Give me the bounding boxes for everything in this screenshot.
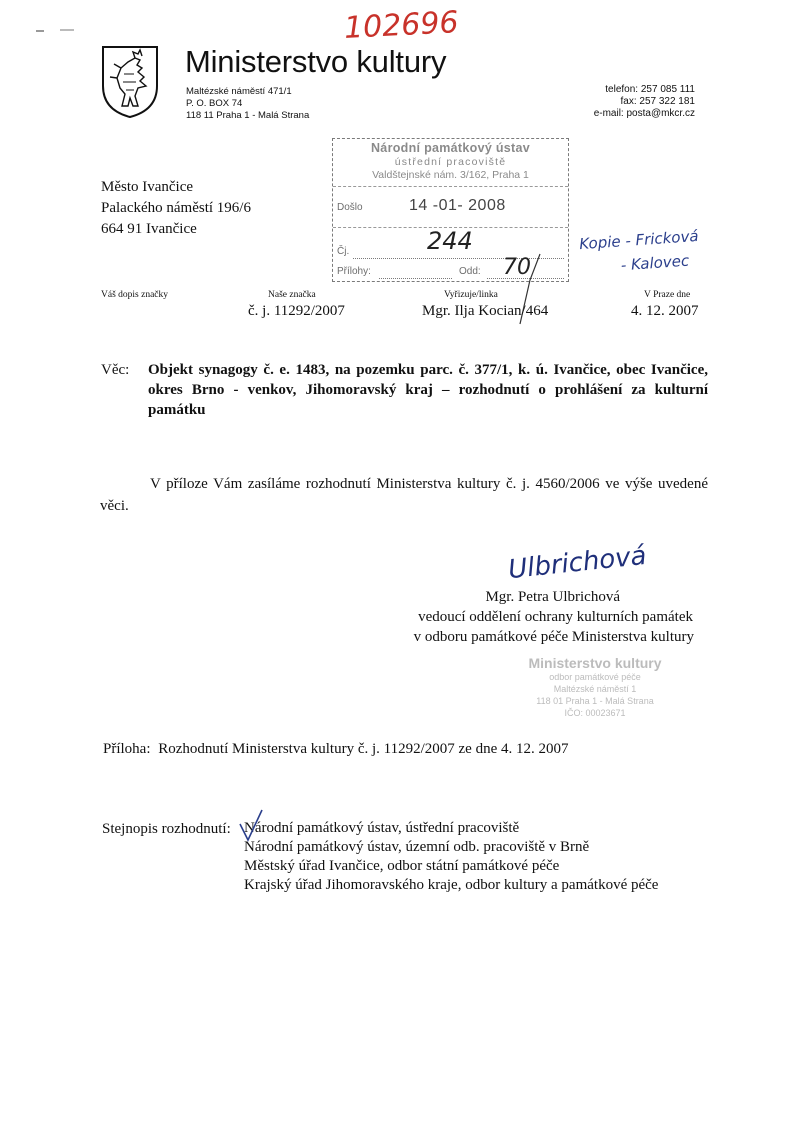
- ministry-name: Ministerstvo kultury: [185, 44, 447, 79]
- recipient-line: Palackého náměstí 196/6: [101, 200, 251, 216]
- recipient-line: Město Ivančice: [101, 179, 194, 195]
- margin-note-line: Kopie - Fricková: [578, 226, 700, 254]
- stamp-ref-label: Čj.: [337, 246, 350, 257]
- stamp-department-label: Odd:: [459, 266, 481, 277]
- subject-text: Objekt synagogy č. e. 1483, na pozemku parc. č. 377/1, k. ú. Ivančice, obec Ivančice, okres Brno - venkov, Jihomoravský kraj – rozhodnutí o prohlášení za kulturní památku: [148, 362, 708, 418]
- official-stamp-line: Ministerstvo kultury: [528, 655, 662, 671]
- official-stamp-line: odbor památkové péče: [549, 672, 641, 682]
- margin-note-line: - Kalovec: [620, 251, 690, 275]
- stamp-attachments-label: Přílohy:: [337, 266, 371, 277]
- phone: telefon: 257 085 111: [605, 84, 695, 95]
- check-mark-icon: [236, 806, 266, 846]
- scan-speck: [36, 30, 44, 32]
- date-label: V Praze dne: [644, 290, 691, 300]
- address-line: 118 11 Praha 1 - Malá Strana: [186, 110, 310, 121]
- address-line: Maltézské náměstí 471/1: [186, 86, 292, 97]
- stamp-received-label: Došlo: [337, 202, 363, 213]
- body-text: V příloze Vám zasíláme rozhodnutí Ministerstva kultury č. j. 4560/2006 ve výše uvedené věci.: [100, 476, 708, 514]
- date-value: 4. 12. 2007: [631, 303, 699, 319]
- coat-of-arms-icon: [100, 44, 160, 120]
- handwritten-number: 102696: [343, 5, 460, 46]
- stamp-department-handwritten: 70: [503, 255, 531, 280]
- signatory-title: vedoucí oddělení ochrany kulturních památek: [418, 609, 693, 625]
- recipient-line: 664 91 Ivančice: [101, 221, 197, 237]
- stamp-ref-handwritten: 244: [427, 227, 473, 255]
- attachment-label: Příloha:: [103, 741, 151, 757]
- recipient-address: [101, 177, 251, 240]
- copy-item: Národní památkový ústav, územní odb. pracoviště v Brně: [244, 839, 590, 855]
- attachment-line: [103, 741, 568, 758]
- ministry-address: [186, 86, 309, 122]
- signatory-name: Mgr. Petra Ulbrichová: [485, 589, 620, 605]
- our-ref-label: Naše značka: [268, 290, 316, 300]
- copy-item: Krajský úřad Jihomoravského kraje, odbor kultury a památkové péče: [244, 877, 659, 893]
- stamp-title: Národní památkový ústav: [370, 141, 531, 155]
- official-stamp-line: 118 01 Praha 1 - Malá Strana: [536, 696, 654, 706]
- copies-label: Stejnopis rozhodnutí:: [102, 821, 231, 837]
- ministry-contact: [594, 84, 695, 120]
- stamp-address: Valdštejnské nám. 3/162, Praha 1: [372, 169, 529, 181]
- subject-label: Věc:: [101, 362, 130, 378]
- email: e-mail: posta@mkcr.cz: [593, 108, 695, 119]
- attachment-text: Rozhodnutí Ministerstva kultury č. j. 11292/2007 ze dne 4. 12. 2007: [158, 741, 569, 757]
- signature-block: [296, 587, 696, 647]
- handwritten-signature: Ulbrichová: [506, 540, 648, 586]
- handled-by-value: Mgr. Ilja Kocian/464: [422, 303, 549, 319]
- copy-item: Městský úřad Ivančice, odbor státní památkové péče: [244, 858, 560, 874]
- your-ref-label: Váš dopis značky: [101, 290, 169, 300]
- official-stamp: [505, 655, 685, 719]
- signatory-title: v odboru památkové péče Ministerstva kultury: [413, 629, 694, 645]
- copy-item: Národní památkový ústav, ústřední pracoviště: [244, 820, 520, 836]
- fax: fax: 257 322 181: [620, 96, 695, 107]
- our-ref-value: č. j. 11292/2007: [248, 303, 345, 319]
- address-line: P. O. BOX 74: [186, 98, 243, 109]
- stamp-received-date: 14 -01- 2008: [409, 197, 506, 214]
- handled-by-label: Vyřizuje/linka: [444, 290, 498, 300]
- margin-note: [578, 224, 701, 280]
- official-stamp-line: Maltézské náměstí 1: [553, 684, 637, 694]
- stamp-subtitle: ústřední pracoviště: [394, 156, 507, 168]
- official-stamp-line: IČO: 00023671: [564, 708, 626, 718]
- copies-list: [244, 819, 658, 895]
- scan-speck: [60, 29, 74, 31]
